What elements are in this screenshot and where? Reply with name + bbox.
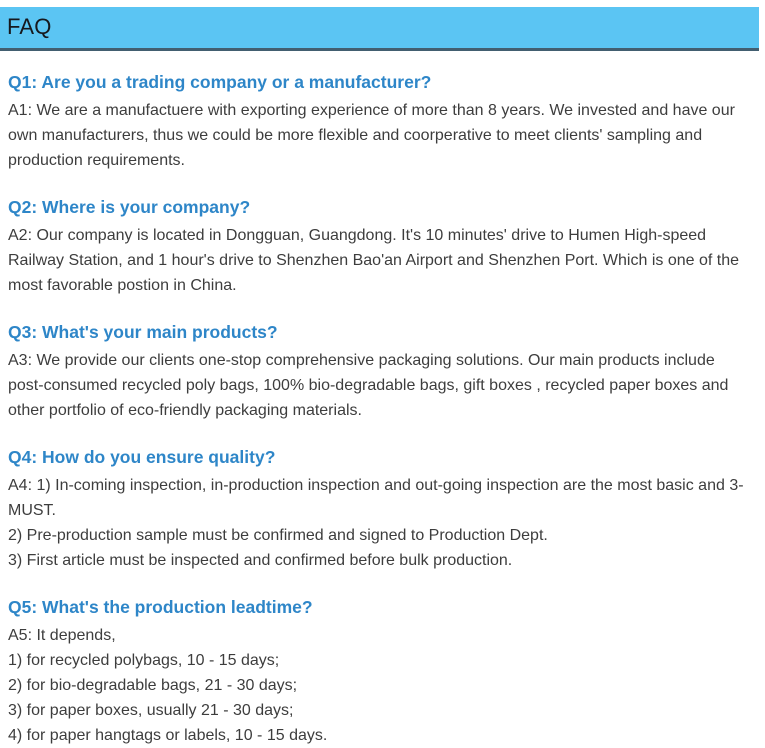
faq-answer-5-line-2: 1) for recycled polybags, 10 - 15 days; — [8, 652, 280, 669]
faq-answer-2 — [8, 223, 751, 298]
faq-answer-5-line-3: 2) for bio-degradable bags, 21 - 30 days; — [8, 677, 298, 694]
faq-question-2: Q2: Where is your company? — [8, 197, 251, 217]
faq-item-4 — [8, 445, 751, 573]
page-title: FAQ — [7, 13, 52, 39]
faq-item-3 — [8, 320, 751, 423]
faq-answer-1 — [8, 98, 751, 173]
faq-answer-1-line-1: A1: We are a manufactuere with exporting experience of more than 8 years. We invested and have our own manufacturers, thus we could be more flexible and coorperative to meet clients' sampling and production requirements. — [8, 102, 735, 169]
faq-answer-4-line-3: 3) First article must be inspected and confirmed before bulk production. — [8, 552, 513, 569]
faq-answer-4-line-1: A4: 1) In-coming inspection, in-production inspection and out-going inspection are the most basic and 3-MUST. — [8, 477, 744, 519]
faq-question-1: Q1: Are you a trading company or a manufacturer? — [8, 72, 432, 92]
faq-answer-5 — [8, 623, 751, 748]
faq-answer-3 — [8, 348, 751, 423]
faq-question-4: Q4: How do you ensure quality? — [8, 447, 276, 467]
faq-answer-4 — [8, 473, 751, 573]
faq-item-2 — [8, 195, 751, 298]
faq-header — [0, 7, 759, 51]
faq-answer-3-line-1: A3: We provide our clients one-stop comprehensive packaging solutions. Our main products include post-consumed recycled poly bags, 100% bio-degradable bags, gift boxes , recycled paper boxes and other portfolio of eco-friendly packaging materials. — [8, 352, 729, 419]
faq-item-1 — [8, 70, 751, 173]
faq-answer-5-line-4: 3) for paper boxes, usually 21 - 30 days; — [8, 702, 294, 719]
faq-answer-5-line-5: 4) for paper hangtags or labels, 10 - 15 days. — [8, 727, 328, 744]
faq-answer-5-line-1: A5: It depends, — [8, 627, 116, 644]
faq-answer-2-line-1: A2: Our company is located in Dongguan, Guangdong. It's 10 minutes' drive to Humen High-speed Railway Station, and 1 hour's drive to Shenzhen Bao'an Airport and Shenzhen Port. Which is one of the most favorable postion in China. — [8, 227, 739, 294]
faq-question-5: Q5: What's the production leadtime? — [8, 597, 313, 617]
faq-question-3: Q3: What's your main products? — [8, 322, 278, 342]
faq-content — [0, 70, 765, 748]
faq-item-5 — [8, 595, 751, 748]
faq-answer-4-line-2: 2) Pre-production sample must be confirmed and signed to Production Dept. — [8, 527, 548, 544]
